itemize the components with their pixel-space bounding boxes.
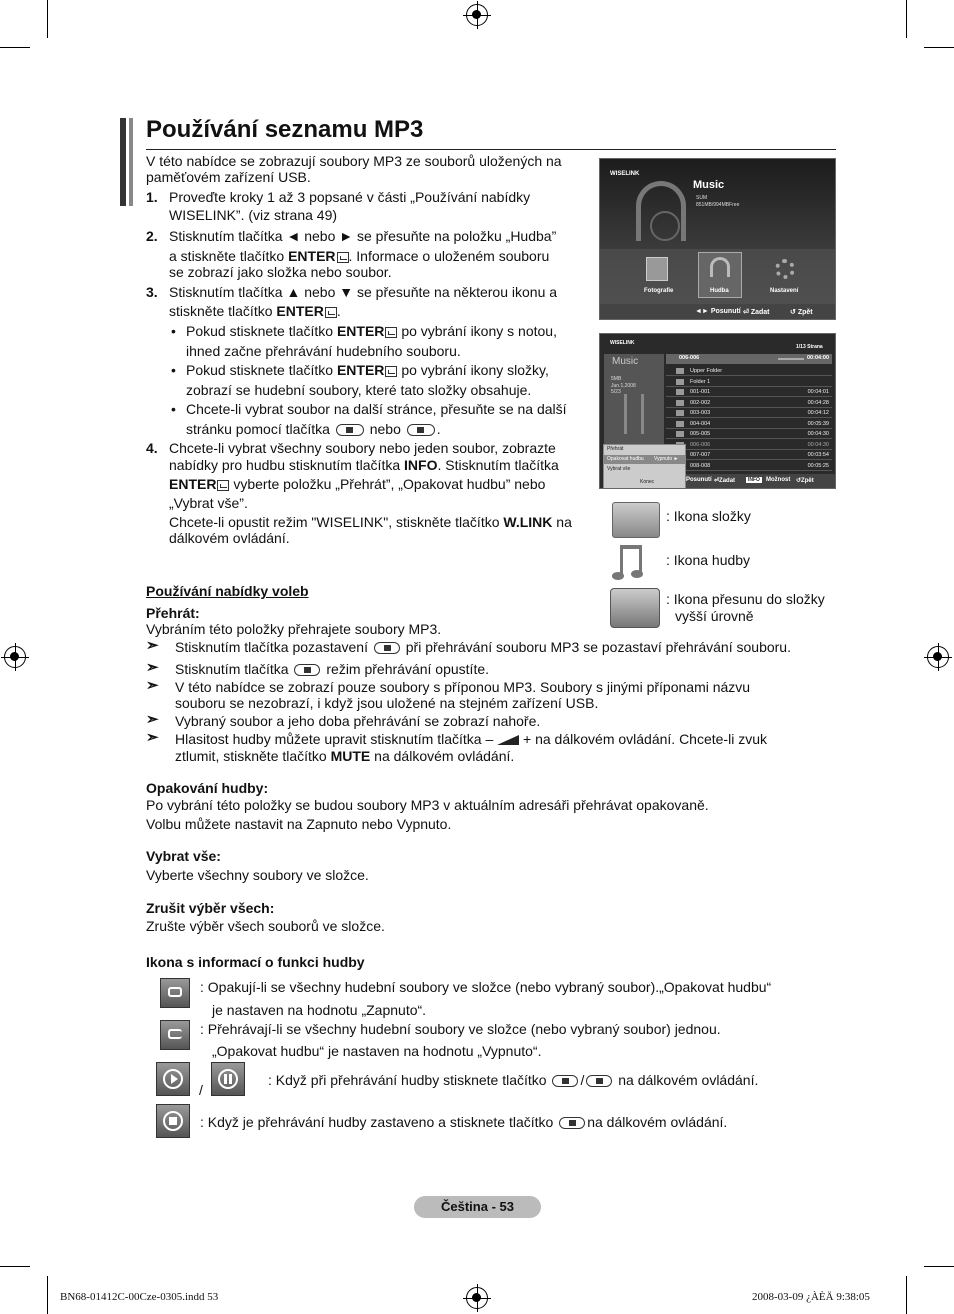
music-note-icon bbox=[676, 431, 684, 437]
file-name: 007-007 bbox=[690, 452, 711, 458]
pause-icon bbox=[211, 1062, 245, 1096]
wiselink-logo: WISELINK bbox=[610, 340, 635, 346]
now-playing-title: 006-006 bbox=[679, 355, 700, 361]
folder-icon bbox=[612, 502, 660, 538]
slash: / bbox=[199, 1082, 203, 1098]
wiselink-logo: WISELINK bbox=[610, 171, 640, 177]
note-arrow-icon: ➣ bbox=[146, 637, 159, 654]
nav-posunuti: Posunutí bbox=[686, 477, 712, 483]
music-note-icon bbox=[676, 389, 684, 395]
menu-select-all[interactable]: Vybrat vše bbox=[607, 466, 631, 472]
registration-mark bbox=[927, 646, 949, 668]
stop-button-icon bbox=[294, 664, 320, 676]
file-duration: 00:04:30 bbox=[807, 431, 829, 437]
legend-upper-folder: : Ikona přesunu do složky bbox=[666, 591, 825, 607]
legend-music: : Ikona hudby bbox=[666, 552, 751, 568]
page-title: Používání seznamu MP3 bbox=[146, 116, 424, 143]
pause-button-icon bbox=[374, 642, 400, 654]
stop-button-icon bbox=[559, 1117, 585, 1129]
repeat-off-icon bbox=[160, 1020, 190, 1050]
music-note-icon bbox=[676, 410, 684, 416]
step-number: 3. bbox=[146, 284, 158, 300]
file-duration: 00:04:12 bbox=[807, 410, 829, 416]
note-arrow-icon: ➣ bbox=[146, 711, 159, 728]
crop-mark bbox=[924, 1266, 954, 1267]
file-duration: 00:04:01 bbox=[807, 389, 829, 395]
note-text: Stisknutím tlačítka pozastavení při přehrávání souboru MP3 se pozastaví přehrávání souboru. bbox=[175, 639, 791, 655]
step-text: dálkovém ovládání. bbox=[169, 530, 290, 546]
step-text: Chcete-li vybrat všechny soubory nebo jeden soubor, zobrazte bbox=[169, 440, 556, 456]
music-note-icon bbox=[676, 400, 684, 406]
music-note-icon bbox=[650, 211, 680, 241]
menu-play[interactable]: Přehrát bbox=[607, 446, 624, 452]
note-text: souboru se nezobrazí, i když jsou uložené na stejném zařízení USB. bbox=[175, 695, 599, 711]
page-indicator: 1/13 Strana bbox=[796, 344, 823, 350]
repeat-desc: Po vybrání této položky se budou soubory MP3 v aktuálním adresáři přehrávat opakovaně. bbox=[146, 797, 709, 813]
deselect-desc: Zrušte výběr všech souborů ve složce. bbox=[146, 918, 385, 934]
step-text: nabídky pro hudbu stisknutím tlačítka INFO. Stisknutím tlačítka bbox=[169, 457, 559, 473]
title-rule bbox=[146, 149, 836, 150]
nav-posunuti: ◄► Posunutí bbox=[695, 308, 741, 315]
file-name: 005-005 bbox=[690, 431, 711, 437]
repeat-on-icon bbox=[160, 978, 190, 1008]
title-decoration bbox=[129, 118, 133, 206]
nav-zpet: ↺ Zpět bbox=[790, 309, 813, 316]
file-list-row[interactable] bbox=[666, 387, 832, 397]
step-text: Chcete-li opustit režim "WISELINK", stiskněte tlačítko W.LINK na bbox=[169, 514, 572, 530]
bullet: • bbox=[171, 323, 176, 339]
note-arrow-icon: ➣ bbox=[146, 729, 159, 746]
now-playing-time: 00:04:00 bbox=[807, 355, 830, 361]
crop-mark bbox=[47, 0, 48, 38]
file-list-row[interactable] bbox=[666, 366, 832, 376]
bullet-text: Chcete-li vybrat soubor na další stránce, přesuňte se na další bbox=[186, 401, 567, 417]
menu-repeat-value[interactable]: Vypnuto ► bbox=[654, 456, 679, 462]
print-info-left: BN68-01412C-00Cze-0305.indd 53 bbox=[60, 1291, 219, 1303]
bullet-text: zobrazí se hudební soubory, které tato složky obsahuje. bbox=[186, 382, 532, 398]
side-info: 5/23 bbox=[611, 389, 621, 395]
step-text: Stisknutím tlačítka ▲ nebo ▼ se přesuňte na některou ikonu a bbox=[169, 284, 558, 300]
icon-desc: : Když při přehrávání hudby stisknete tlačítko / na dálkovém ovládání. bbox=[268, 1072, 759, 1088]
file-list-row[interactable] bbox=[666, 377, 832, 387]
icon-desc: „Opakovat hudbu“ je nastaven na hodnotu „Vypnuto“. bbox=[212, 1043, 542, 1059]
file-list-row[interactable] bbox=[666, 398, 832, 408]
music-note-icon bbox=[676, 421, 684, 427]
menu-item-hudba[interactable]: Hudba bbox=[710, 288, 729, 294]
step-text: „Vybrat vše”. bbox=[169, 495, 248, 511]
file-duration: 00:05:25 bbox=[807, 462, 829, 469]
step-text: Proveďte kroky 1 až 3 popsané v části „Používání nabídky bbox=[169, 189, 531, 205]
file-name: Folder 1 bbox=[690, 378, 711, 385]
file-name: 002-002 bbox=[690, 399, 711, 406]
step-number: 4. bbox=[146, 440, 158, 456]
pause-button-icon bbox=[586, 1075, 612, 1087]
file-name: 008-008 bbox=[690, 462, 711, 469]
forward-button-icon bbox=[407, 424, 435, 436]
side-info: 5MB bbox=[611, 376, 622, 382]
progress-bar bbox=[778, 358, 804, 360]
rewind-button-icon bbox=[336, 424, 364, 436]
nav-moznost: Možnost bbox=[766, 477, 791, 483]
menu-item-nastaveni[interactable]: Nastavení bbox=[770, 288, 799, 294]
crop-mark bbox=[0, 47, 30, 48]
file-duration: 00:04:28 bbox=[807, 399, 829, 406]
select-all-desc: Vyberte všechny soubory ve složce. bbox=[146, 867, 369, 883]
title-decoration bbox=[120, 118, 126, 206]
file-list-row[interactable] bbox=[666, 440, 832, 450]
side-title: Music bbox=[612, 356, 639, 367]
folder-icon bbox=[676, 368, 684, 374]
registration-mark bbox=[466, 4, 488, 26]
bullet: • bbox=[171, 401, 176, 417]
step-number: 1. bbox=[146, 189, 158, 205]
enter-icon bbox=[385, 327, 397, 338]
stop-icon bbox=[156, 1104, 190, 1138]
play-button-icon bbox=[552, 1075, 578, 1087]
bullet-text: stránku pomocí tlačítka nebo . bbox=[186, 421, 441, 437]
storage-label: SUM bbox=[696, 195, 708, 201]
music-note-icon bbox=[610, 543, 650, 583]
legend-folder: : Ikona složky bbox=[666, 508, 751, 524]
intro-line: paměťovém zařízení USB. bbox=[146, 169, 311, 185]
bullet-text: Pokud stisknete tlačítko ENTER po vybrání ikony složky, bbox=[186, 362, 549, 378]
crop-mark bbox=[47, 1276, 48, 1314]
file-list-row[interactable] bbox=[666, 429, 832, 439]
volume-icon bbox=[497, 735, 519, 745]
enter-icon bbox=[337, 252, 349, 263]
step-text: se zobrazí jako složka nebo soubor. bbox=[169, 264, 392, 280]
options-heading: Používání nabídky voleb bbox=[146, 583, 309, 599]
note-text: ztlumit, stiskněte tlačítko MUTE na dálkovém ovládání. bbox=[175, 748, 515, 764]
menu-exit[interactable]: Konec bbox=[640, 479, 655, 485]
step-text: Stisknutím tlačítka ◄ nebo ► se přesuňte na položku „Hudba” bbox=[169, 228, 557, 244]
play-heading: Přehrát: bbox=[146, 605, 200, 621]
file-list-row[interactable] bbox=[666, 408, 832, 418]
wiselink-music-list-screenshot bbox=[599, 333, 836, 489]
registration-mark bbox=[4, 646, 26, 668]
screen-title: Music bbox=[693, 179, 725, 191]
file-name: 003-003 bbox=[690, 410, 711, 416]
step-text: WISELINK”. (viz strana 49) bbox=[169, 207, 338, 223]
crop-mark bbox=[924, 47, 954, 48]
file-name: 006-006 bbox=[690, 441, 711, 448]
registration-mark bbox=[466, 1287, 488, 1309]
deselect-heading: Zrušit výběr všech: bbox=[146, 900, 275, 916]
play-icon bbox=[156, 1062, 190, 1096]
repeat-desc: Volbu můžete nastavit na Zapnuto nebo Vypnuto. bbox=[146, 816, 452, 832]
legend-upper-folder-2: vyšší úrovně bbox=[675, 608, 754, 624]
select-all-heading: Vybrat vše: bbox=[146, 848, 221, 864]
file-name: Upper Folder bbox=[690, 368, 723, 374]
nav-zadat: ⏎Zadat bbox=[714, 478, 736, 484]
crop-mark bbox=[0, 1266, 30, 1267]
note-arrow-icon: ➣ bbox=[146, 677, 159, 694]
file-name: 004-004 bbox=[690, 420, 711, 427]
file-list-row[interactable] bbox=[666, 450, 832, 460]
bullet: • bbox=[171, 362, 176, 378]
bullet-text: ihned začne přehrávání hudebního souboru. bbox=[186, 343, 461, 359]
folder-icon bbox=[676, 379, 684, 385]
enter-icon bbox=[385, 366, 397, 377]
step-number: 2. bbox=[146, 228, 158, 244]
step-text: ENTER vyberte položku „Přehrát”, „Opakovat hudbu” nebo bbox=[169, 476, 546, 492]
note-text: V této nabídce se zobrazí pouze soubory s příponou MP3. Soubory s jinými příponami názvu bbox=[175, 679, 751, 695]
storage-free: 851MB/994MBFree bbox=[696, 202, 740, 208]
print-info-right: 2008-03-09 ¿ÀÈÄ 9:38:05 bbox=[752, 1291, 870, 1303]
file-duration: 00:03:54 bbox=[807, 452, 829, 458]
bullet-text: Pokud stisknete tlačítko ENTER po vybrání ikony s notou, bbox=[186, 323, 557, 339]
crop-mark bbox=[906, 0, 907, 38]
crop-mark bbox=[906, 1276, 907, 1314]
icon-desc: : Přehrávají-li se všechny hudební soubory ve složce (nebo vybraný soubor) jednou. bbox=[200, 1021, 721, 1037]
side-info: Jun.1,2008 bbox=[611, 383, 636, 389]
file-name: 001-001 bbox=[690, 389, 711, 395]
wiselink-music-screenshot bbox=[599, 158, 836, 320]
nav-zpet: ↺Zpět bbox=[796, 478, 814, 484]
file-duration: 00:04:30 bbox=[807, 441, 829, 448]
note-text: Hlasitost hudby můžete upravit stisknutím tlačítka – + na dálkovém ovládání. Chcete-li zvuk bbox=[175, 731, 767, 747]
intro-line: V této nabídce se zobrazují soubory MP3 ze souborů uložených na bbox=[146, 153, 562, 169]
icon-desc: : Opakují-li se všechny hudební soubory ve složce (nebo vybraný soubor).„Opakovat hudbu“ bbox=[200, 979, 772, 995]
enter-icon bbox=[325, 307, 337, 318]
icon-desc: je nastaven na hodnotu „Zapnuto“. bbox=[212, 1002, 427, 1018]
repeat-heading: Opakování hudby: bbox=[146, 780, 269, 796]
file-list-row[interactable] bbox=[666, 461, 832, 471]
enter-icon bbox=[217, 480, 229, 491]
note-text: Stisknutím tlačítka režim přehrávání opustíte. bbox=[175, 661, 490, 677]
step-text: a stiskněte tlačítko ENTER . Informace o uloženém souboru bbox=[169, 248, 550, 264]
file-duration: 00:05:39 bbox=[807, 420, 829, 427]
file-list-row[interactable] bbox=[666, 419, 832, 429]
icon-desc: : Když je přehrávání hudby zastaveno a stisknete tlačítko na dálkovém ovládání. bbox=[200, 1114, 728, 1130]
play-desc: Vybráním této položky přehrajete soubory MP3. bbox=[146, 621, 442, 637]
icons-heading: Ikona s informací o funkci hudby bbox=[146, 954, 365, 970]
note-arrow-icon: ➣ bbox=[146, 659, 159, 676]
photo-icon bbox=[646, 257, 668, 281]
nav-zadat: ⏎ Zadat bbox=[743, 309, 770, 316]
music-note-icon bbox=[624, 394, 644, 434]
note-text: Vybraný soubor a jeho doba přehrávání se zobrazí nahoře. bbox=[175, 713, 541, 729]
nav-info: INFO bbox=[748, 477, 760, 483]
menu-item-fotografie[interactable]: Fotografie bbox=[644, 288, 674, 294]
headphones-small-icon bbox=[710, 257, 730, 277]
upper-folder-icon bbox=[610, 588, 660, 628]
gear-icon bbox=[775, 259, 795, 279]
menu-repeat[interactable]: Opakovat hudbu bbox=[607, 456, 644, 462]
page-number: Čeština - 53 bbox=[414, 1196, 541, 1218]
step-text: stiskněte tlačítko ENTER . bbox=[169, 303, 341, 319]
